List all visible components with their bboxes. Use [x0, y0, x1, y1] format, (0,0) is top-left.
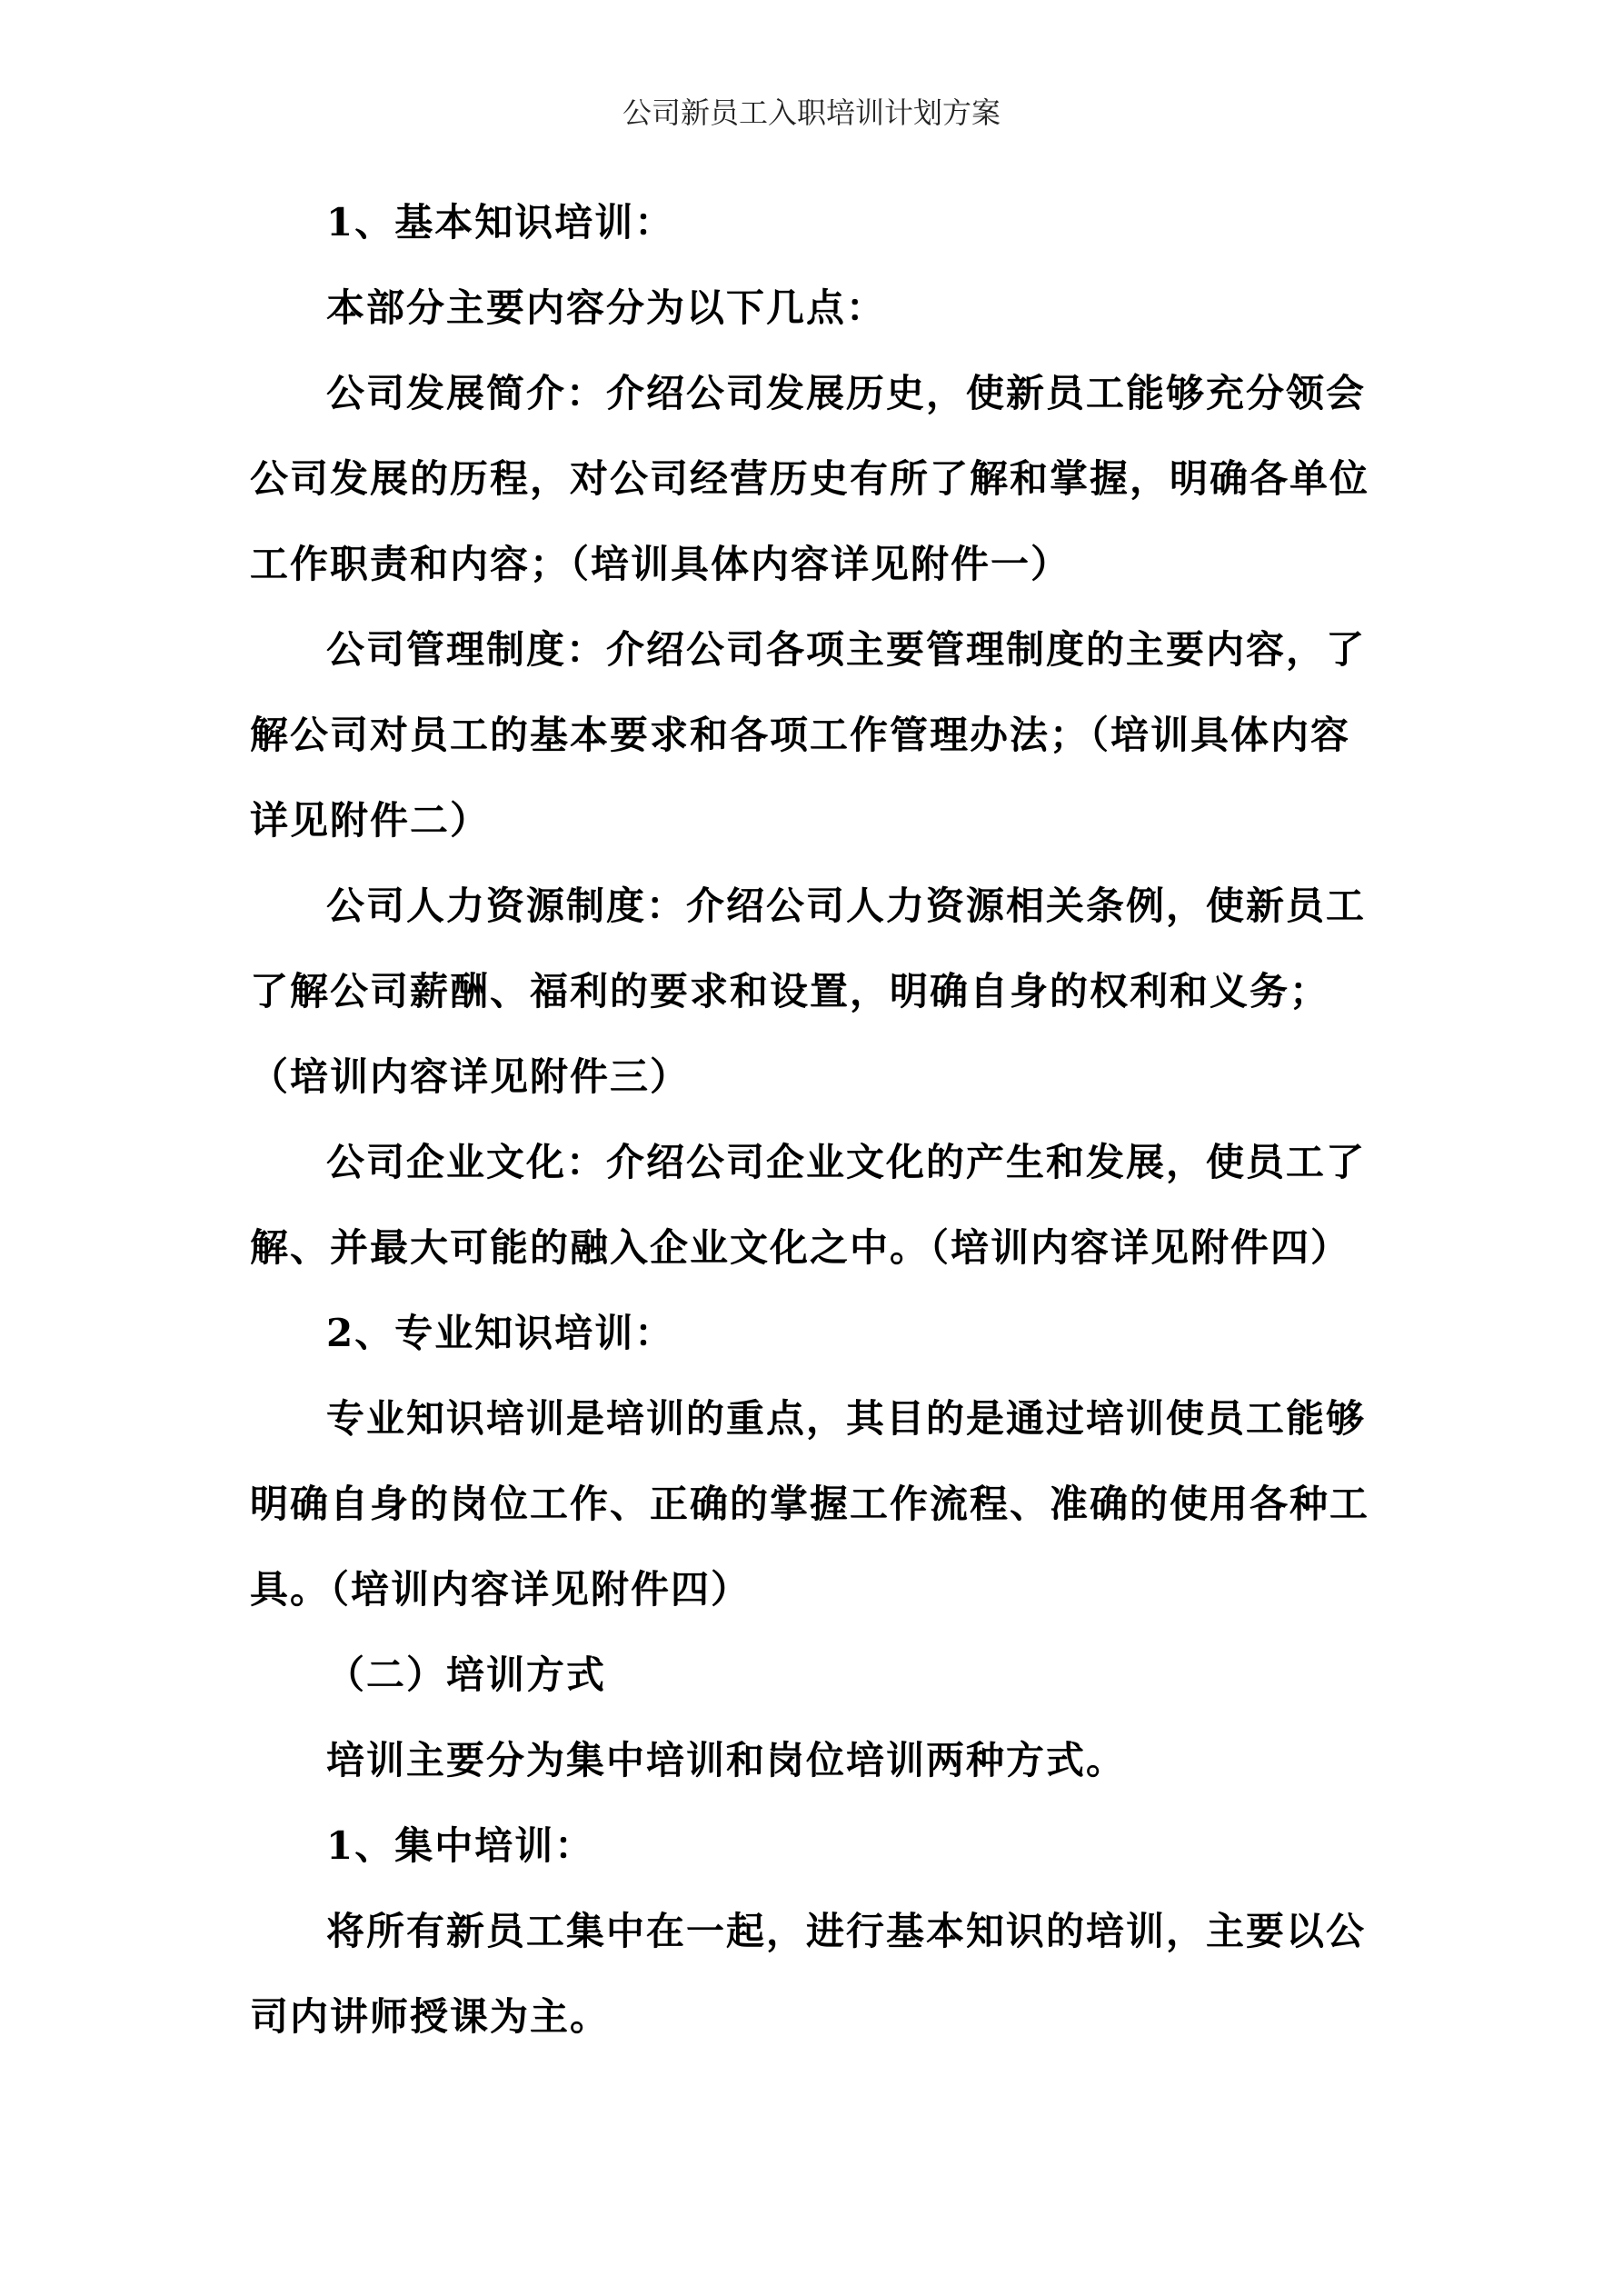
section-heading-professional-knowledge: 2、专业知识培训：	[326, 1311, 675, 1355]
section-heading-training-method: （二）培训方式	[326, 1652, 607, 1697]
paragraph-corporate-culture: 公司企业文化：介绍公司企业文化的产生和发展，使员工了解、并最大可能的融入企业文化之中。（培训内容详见附件四）	[250, 1140, 1367, 1270]
paragraph-management-system: 公司管理制度：介绍公司各项主要管理制度的主要内容，了解公司对员工的基本要求和各项工作管理办法；（培训具体内容详见附件二）	[250, 627, 1367, 843]
running-header: 公司新员工入职培训计划方案	[622, 95, 1001, 130]
section-heading-basic-knowledge: 1、基本知识培训：	[326, 200, 675, 245]
paragraph-professional-training: 专业知识培训是培训的重点，其目的是通过培训使员工能够明确自身的岗位工作、正确的掌握工作流程、准确的使用各种工具。（培训内容详见附件四）	[250, 1396, 1370, 1612]
paragraph-training-types: 培训主要分为集中培训和岗位培训两种方式。	[326, 1738, 1127, 1782]
section-heading-centralized-training: 1、集中培训：	[326, 1823, 595, 1868]
paragraph-company-history: 公司发展简介：介绍公司发展历史，使新员工能够充分领会公司发展的历程，对公司经营历史有所了解和掌握，明确各单位工作职责和内容；（培训具体内容详见附件一）	[250, 371, 1370, 586]
paragraph-centralized-training: 将所有新员工集中在一起，进行基本知识的培训，主要以公司内讲师授课为主。	[250, 1909, 1367, 2039]
paragraph-hr-system: 公司人力资源制度：介绍公司人力资源相关条例，使新员工了解公司薪酬、福利的要求和设置，明确自身的权利和义务；（培训内容详见附件三）	[250, 883, 1367, 1099]
paragraph-intro: 本部分主要内容分为以下几点：	[326, 285, 887, 330]
document-body	[250, 180, 1386, 2060]
